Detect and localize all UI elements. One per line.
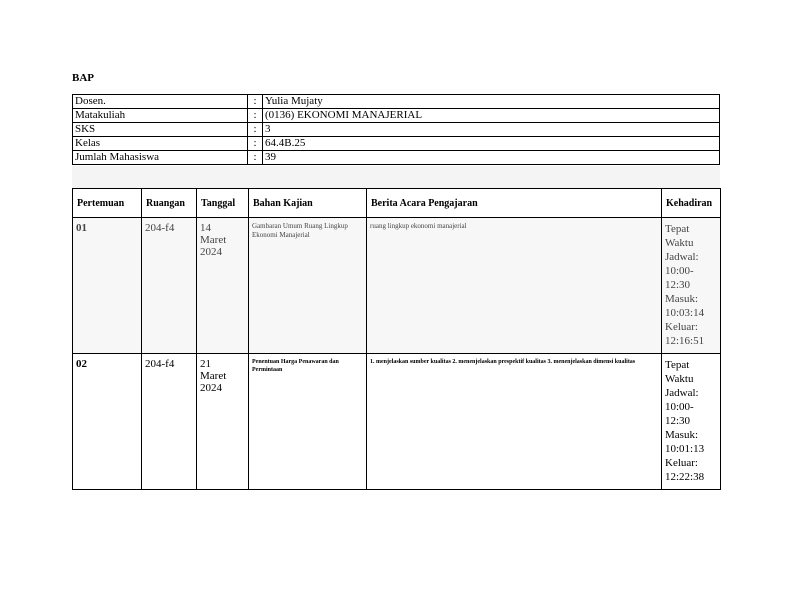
info-colon: : [248, 123, 263, 137]
cell-tanggal [197, 354, 249, 490]
info-row-kelas [73, 137, 720, 151]
kehadiran-line: Tepat [665, 223, 690, 235]
tanggal-month: Maret [200, 370, 227, 382]
kehadiran-line: 10:01:13 [665, 443, 705, 455]
document-title: BAP [72, 72, 94, 84]
kehadiran-line: Masuk: [665, 293, 698, 305]
kehadiran-line: 12:16:51 [665, 335, 705, 347]
cell-berita-acara: 1. menjelaskan sumber kualitas 2. menenjelaskan prespektif kualitas 3. menenjelaskan dimensi kualitas [367, 354, 662, 490]
kehadiran-line: Keluar: [665, 321, 698, 333]
table-header-row [73, 189, 721, 218]
header-berita-acara: Berita Acara Pengajaran [367, 189, 662, 218]
info-label: Kelas [73, 137, 248, 151]
info-colon: : [248, 95, 263, 109]
header-bahan-kajian: Bahan Kajian [249, 189, 367, 218]
info-colon: : [248, 151, 263, 165]
kehadiran-line: Tepat [665, 359, 690, 371]
kehadiran-line: Jadwal: [665, 251, 699, 263]
info-colon: : [248, 109, 263, 123]
kehadiran-line: Masuk: [665, 429, 698, 441]
info-colon: : [248, 137, 263, 151]
info-label: Dosen. [73, 95, 248, 109]
info-value: 64.4B.25 [263, 137, 720, 151]
cell-tanggal [197, 218, 249, 354]
kehadiran-line: Keluar: [665, 457, 698, 469]
info-row-jumlah-mahasiswa [73, 151, 720, 165]
cell-bahan-kajian: Penentuan Harga Penawaran dan Permintaan [249, 354, 367, 490]
section-spacer [72, 166, 720, 188]
cell-pertemuan: 01 [73, 218, 142, 354]
info-value: 3 [263, 123, 720, 137]
header-kehadiran: Kehadiran [662, 189, 721, 218]
info-row-sks [73, 123, 720, 137]
cell-ruangan: 204-f4 [142, 354, 197, 490]
bap-table [72, 188, 721, 490]
kehadiran-line: 12:30 [665, 279, 691, 291]
info-value: (0136) EKONOMI MANAJERIAL [263, 109, 720, 123]
kehadiran-line: 12:22:38 [665, 471, 705, 483]
kehadiran-line: 12:30 [665, 415, 691, 427]
kehadiran-line: Jadwal: [665, 387, 699, 399]
info-label: Jumlah Mahasiswa [73, 151, 248, 165]
header-ruangan: Ruangan [142, 189, 197, 218]
info-label: SKS [73, 123, 248, 137]
kehadiran-line: 10:03:14 [665, 307, 705, 319]
cell-kehadiran [662, 354, 721, 490]
header-pertemuan: Pertemuan [73, 189, 142, 218]
table-row [73, 218, 721, 354]
info-value: Yulia Mujaty [263, 95, 720, 109]
cell-ruangan: 204-f4 [142, 218, 197, 354]
kehadiran-line: Waktu [665, 373, 694, 385]
info-row-matakuliah [73, 109, 720, 123]
info-value: 39 [263, 151, 720, 165]
tanggal-year: 2024 [200, 246, 222, 258]
header-tanggal: Tanggal [197, 189, 249, 218]
tanggal-month: Maret [200, 234, 227, 246]
cell-kehadiran [662, 218, 721, 354]
table-row [73, 354, 721, 490]
cell-bahan-kajian: Gambaran Umum Ruang Lingkup Ekonomi Manajerial [249, 218, 367, 354]
kehadiran-line: 10:00- [665, 401, 694, 413]
tanggal-day: 14 [200, 222, 211, 234]
kehadiran-line: 10:00- [665, 265, 694, 277]
kehadiran-line: Waktu [665, 237, 694, 249]
tanggal-day: 21 [200, 358, 211, 370]
cell-berita-acara: ruang lingkup ekonomi manajerial [367, 218, 662, 354]
cell-pertemuan: 02 [73, 354, 142, 490]
tanggal-year: 2024 [200, 382, 222, 394]
info-row-dosen [73, 95, 720, 109]
course-info-table [72, 94, 720, 165]
info-label: Matakuliah [73, 109, 248, 123]
